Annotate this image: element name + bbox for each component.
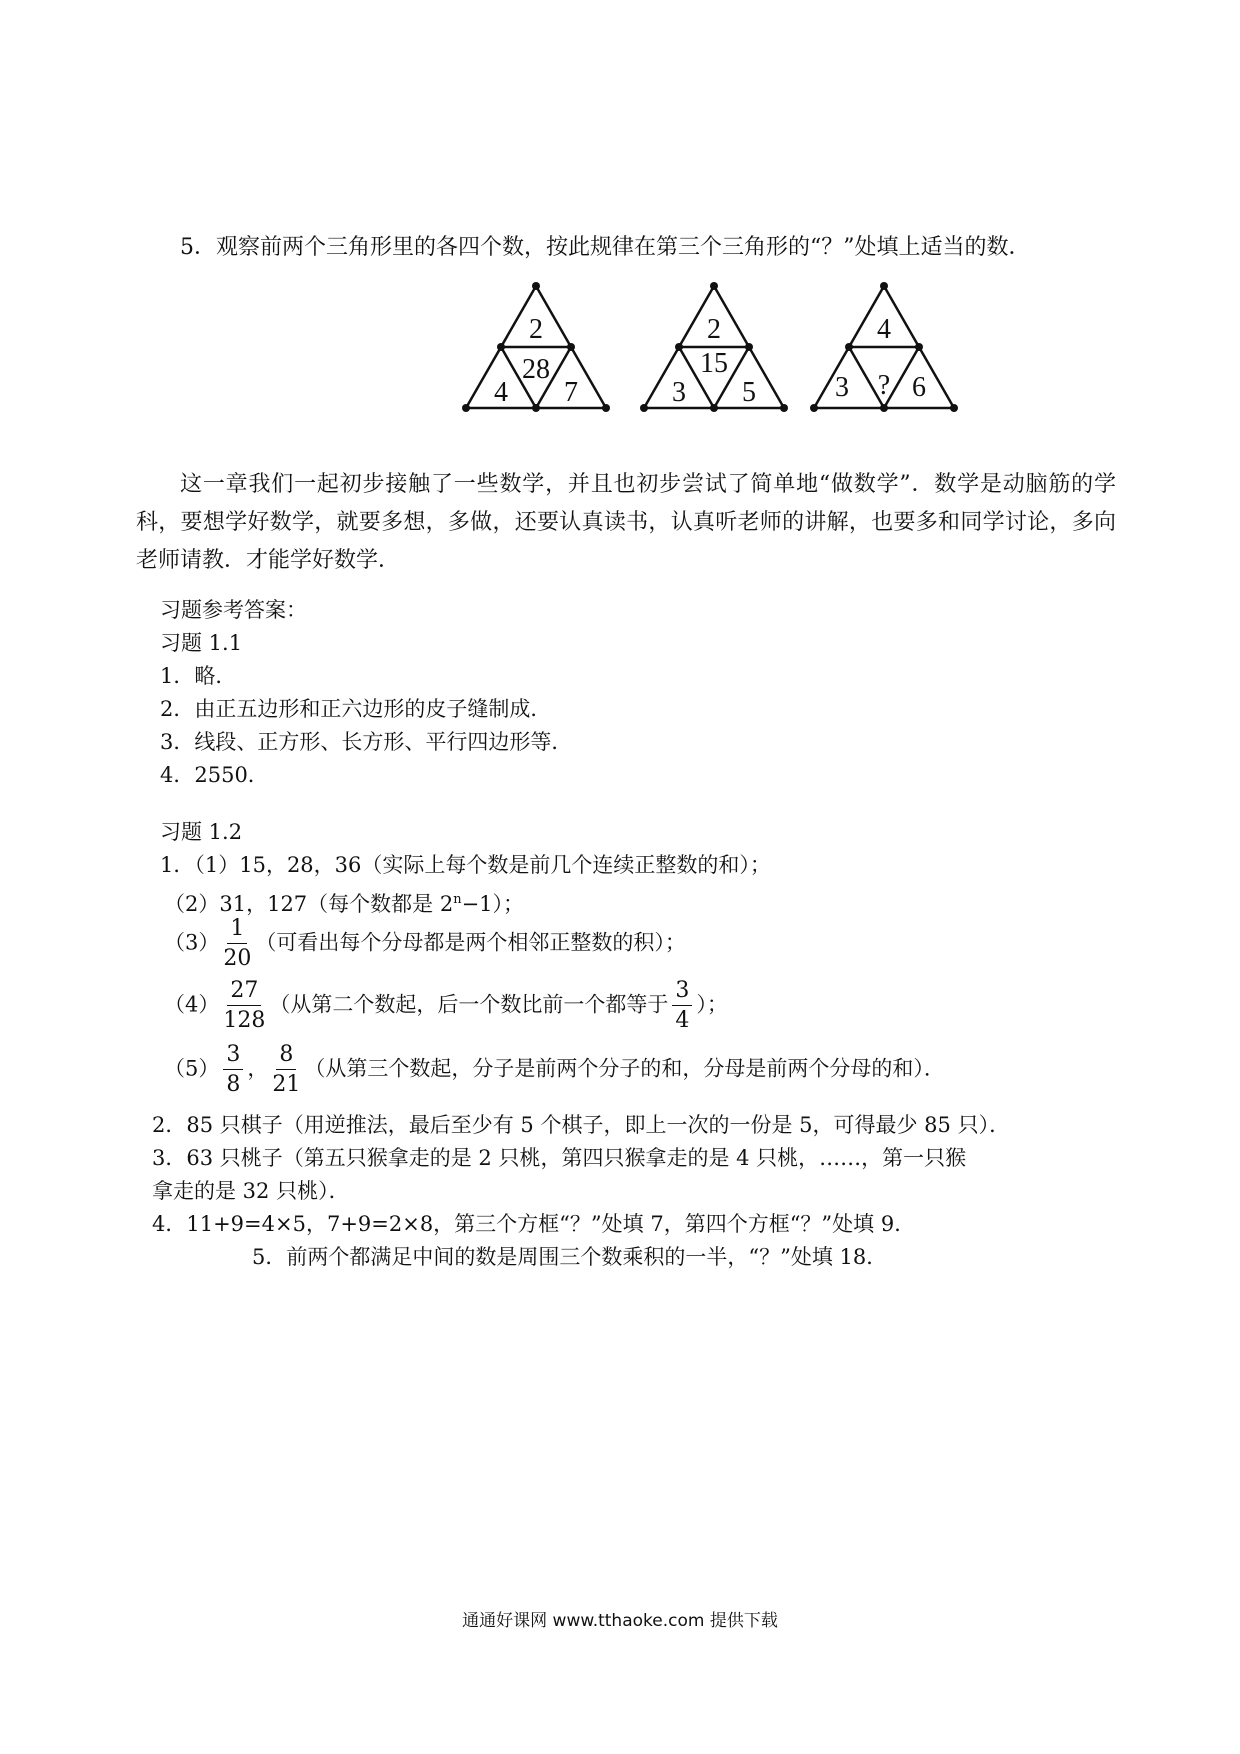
exercise-1-1-answer-3: 3．线段、正方形、长方形、平行四边形等． bbox=[160, 730, 573, 754]
triangle-1-left: 4 bbox=[494, 377, 508, 408]
exercise-1-2-answer-1-3: （3） $\frac{1}{20}$ （可看出每个分母都是两个相邻正整数的积）； bbox=[164, 916, 686, 971]
triangle-2-right: 5 bbox=[742, 377, 756, 408]
fraction-27-128: $\frac{27}{128}$ bbox=[223, 978, 266, 1033]
exercise-1-2-title: 习题 1.2 bbox=[160, 820, 243, 844]
exercise-1-2-answer-4: 4．11+9=4×5，7+9=2×8，第三个方框“？”处填 7，第四个方框“？”处填 9． bbox=[152, 1212, 916, 1236]
exercise-1-1-answer-4: 4．2550． bbox=[160, 763, 269, 787]
fraction-3-8: $\frac{3}{8}$ bbox=[223, 1044, 243, 1096]
exercise-1-1-answer-1: 1．略． bbox=[160, 664, 237, 688]
fraction-3-4: $\frac{3}{4}$ bbox=[672, 980, 692, 1032]
exercise-1-2-answer-5: 5．前两个都满足中间的数是周围三个数乘积的一半，“？”处填 18． bbox=[252, 1245, 888, 1269]
triangle-2-left: 3 bbox=[672, 377, 686, 408]
triangle-2-center: 15 bbox=[700, 348, 728, 379]
exercise-1-2-answer-1-4: （4） $\frac{27}{128}$ （从第二个数起，后一个数比前一个都等于 $\frac{3}{4}$ ）； bbox=[164, 978, 728, 1033]
triangle-1 bbox=[466, 286, 606, 408]
triangle-3-right: 6 bbox=[912, 372, 926, 403]
answers-heading: 习题参考答案： bbox=[160, 598, 307, 622]
triangle-3-top: 4 bbox=[877, 314, 891, 345]
exercise-1-1-answer-2: 2．由正五边形和正六边形的皮子缝制成． bbox=[160, 697, 552, 721]
question-5-text: 5．观察前两个三角形里的各四个数，按此规律在第三个三角形的“？”处填上适当的数． bbox=[180, 235, 1031, 260]
triangle-1-center: 28 bbox=[522, 354, 550, 385]
exercise-1-2-answer-3a: 3．63 只桃子（第五只猴拿走的是 2 只桃，第四只猴拿走的是 4 只桃，……，第一只猴 bbox=[152, 1146, 967, 1170]
chapter-summary: 这一章我们一起初步接触了一些数学，并且也初步尝试了简单地“做数学”．数学是动脑筋的学科，要想学好数学，就要多想，多做，还要认真读书，认真听老师的讲解，也要多和同学讨论，多向老师请教．才能学好数学． bbox=[136, 472, 1116, 573]
triangle-2-top: 2 bbox=[707, 314, 721, 345]
triangle-3-left: 3 bbox=[835, 372, 849, 403]
exercise-1-1-title: 习题 1.1 bbox=[160, 631, 243, 655]
exercise-1-2-answer-1-1: 1．（1）15，28，36（实际上每个数是前几个连续正整数的和）； bbox=[160, 853, 771, 877]
triangle-figures bbox=[0, 268, 1240, 428]
page-footer: 通通好课网 www.tthaoke.com 提供下载 bbox=[462, 1611, 778, 1631]
exercise-1-2-answer-1-2: （2）31，127（每个数都是 $2^n-1$）； bbox=[164, 892, 525, 916]
triangle-1-top: 2 bbox=[529, 314, 543, 345]
triangle-1-right: 7 bbox=[564, 377, 578, 408]
exercise-1-2-answer-2: 2．85 只棋子（用逆推法，最后至少有 5 个棋子，即上一次的一份是 5，可得最少 85 只）． bbox=[152, 1113, 1011, 1137]
exercise-1-2-answer-1-5: （5） $\frac{3}{8}$ ， $\frac{8}{21}$ （从第三个数起，分子是前两个分子的和，分母是前两个分母的和）． bbox=[164, 1042, 945, 1097]
fraction-1-20: $\frac{1}{20}$ bbox=[223, 916, 252, 971]
fraction-8-21: $\frac{8}{21}$ bbox=[272, 1042, 301, 1097]
triangle-3-center: ? bbox=[877, 370, 891, 401]
triangle-2 bbox=[644, 286, 784, 408]
exercise-1-2-answer-3b: 拿走的是 32 只桃）． bbox=[152, 1179, 350, 1203]
